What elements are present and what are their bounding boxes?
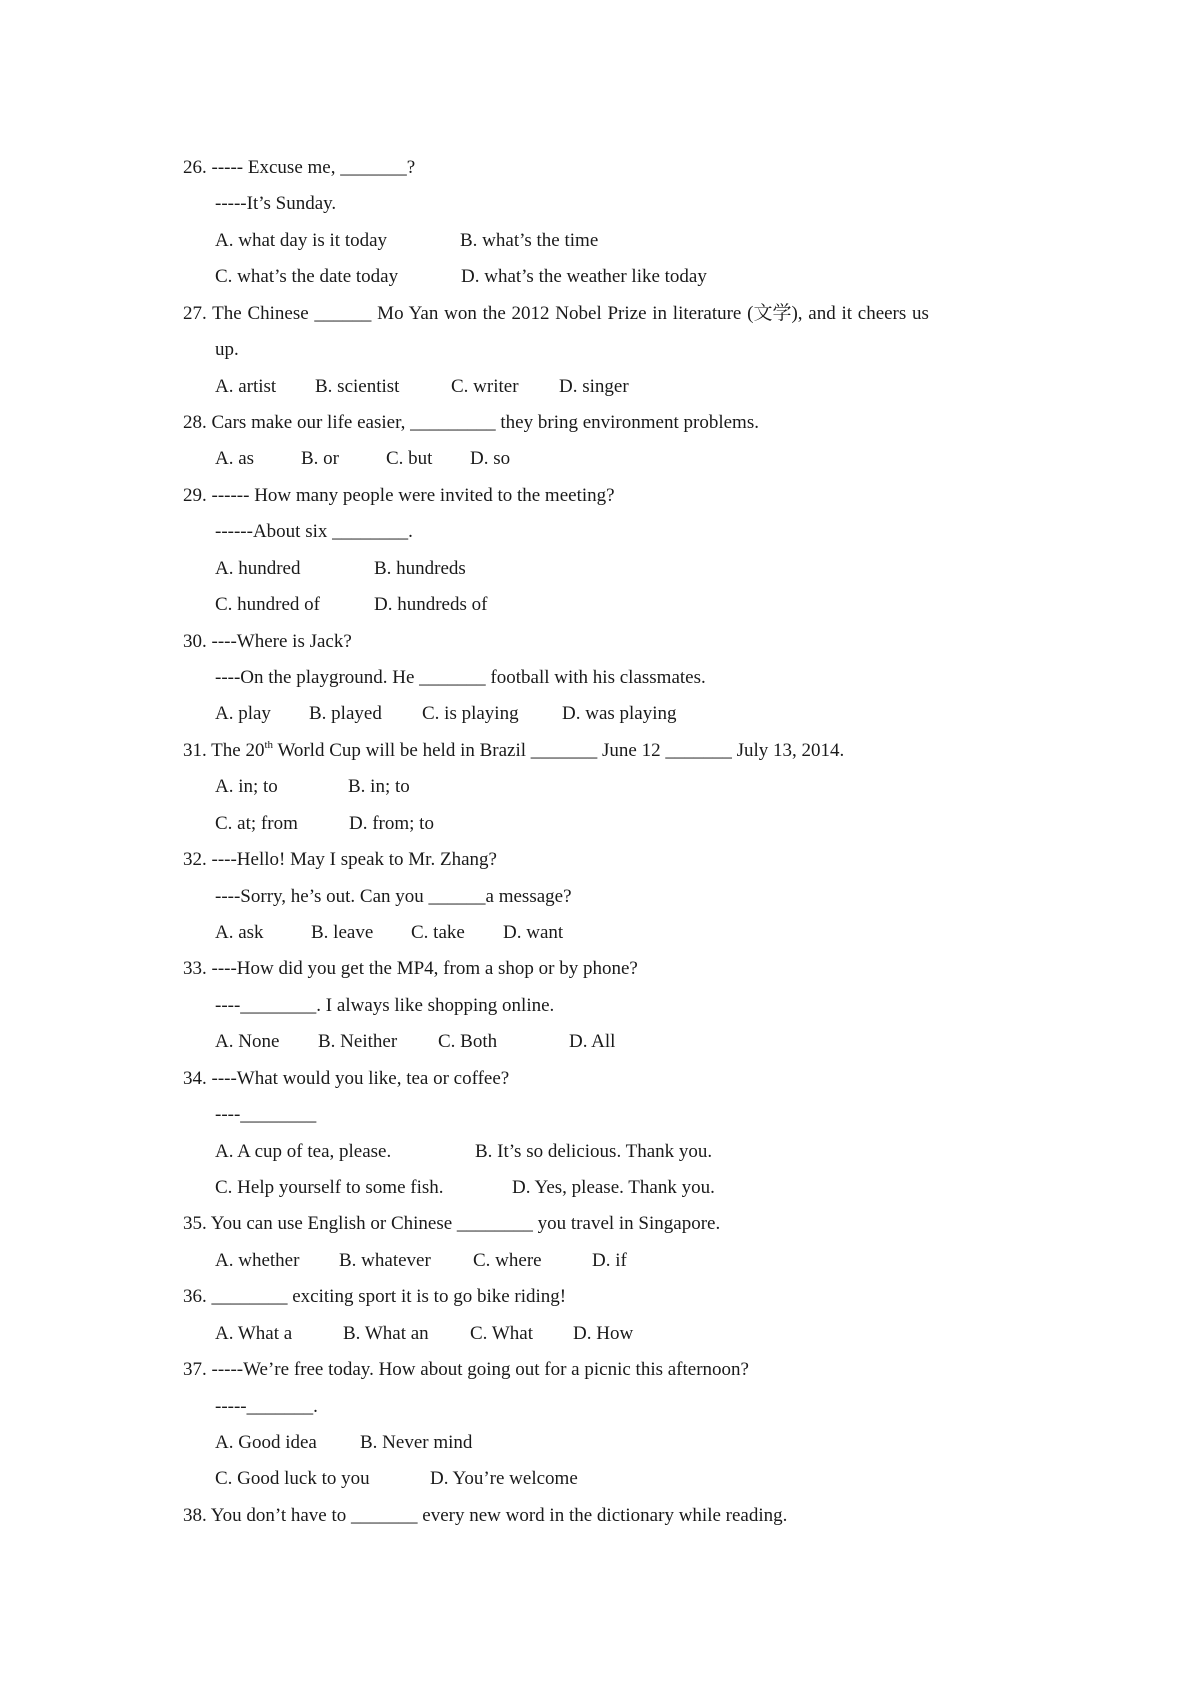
options-37-row1: A. Good idea B. Never mind	[215, 1432, 473, 1453]
options-29-row2: C. hundred of D. hundreds of	[215, 594, 488, 615]
options-26-row1: A. what day is it today B. what’s the time	[215, 230, 599, 251]
question-32: 32. ----Hello! May I speak to Mr. Zhang?	[183, 849, 497, 870]
question-36: 36. ________ exciting sport it is to go bike riding!	[183, 1286, 567, 1307]
reply-37: -----_______.	[215, 1396, 318, 1417]
reply-33: ----________. I always like shopping online.	[215, 995, 555, 1016]
options-29-row1: A. hundred B. hundreds	[215, 558, 466, 579]
options-31-row1: A. in; to B. in; to	[215, 776, 410, 797]
question-35: 35. You can use English or Chinese ________ you travel in Singapore.	[183, 1213, 721, 1234]
reply-29: ------About six ________.	[215, 521, 413, 542]
reply-32: ----Sorry, he’s out. Can you ______a message?	[215, 886, 572, 907]
question-29: 29. ------ How many people were invited to the meeting?	[183, 485, 615, 506]
options-36: A. What a B. What an C. What D. How	[215, 1323, 634, 1344]
question-27: 27. The Chinese ______ Mo Yan won the 2012 Nobel Prize in literature (文学), and it cheers us	[183, 303, 929, 324]
options-31-row2: C. at; from D. from; to	[215, 813, 434, 834]
options-37-row2: C. Good luck to you D. You’re welcome	[215, 1468, 578, 1489]
options-27: A. artist B. scientist C. writer D. singer	[215, 376, 629, 397]
options-32: A. ask B. leave C. take D. want	[215, 922, 564, 943]
question-30: 30. ----Where is Jack?	[183, 631, 352, 652]
question-28: 28. Cars make our life easier, _________ they bring environment problems.	[183, 412, 759, 433]
options-26-row2: C. what’s the date today D. what’s the weather like today	[215, 266, 707, 287]
question-27-cont: up.	[215, 339, 239, 360]
reply-30: ----On the playground. He _______ football with his classmates.	[215, 667, 706, 688]
options-34-row1: A. A cup of tea, please. B. It’s so delicious. Thank you.	[215, 1141, 713, 1162]
options-35: A. whether B. whatever C. where D. if	[215, 1250, 627, 1271]
question-31: 31. The 20th World Cup will be held in Brazil _______ June 12 _______ July 13, 2014.	[183, 739, 845, 761]
options-28: A. as B. or C. but D. so	[215, 448, 511, 469]
options-34-row2: C. Help yourself to some fish. D. Yes, please. Thank you.	[215, 1177, 715, 1198]
question-38: 38. You don’t have to _______ every new word in the dictionary while reading.	[183, 1505, 788, 1526]
question-34: 34. ----What would you like, tea or coffee?	[183, 1068, 510, 1089]
reply-34: ----________	[215, 1104, 317, 1125]
question-37: 37. -----We’re free today. How about going out for a picnic this afternoon?	[183, 1359, 749, 1380]
options-33: A. None B. Neither C. Both D. All	[215, 1031, 616, 1052]
reply-26: -----It’s Sunday.	[215, 193, 337, 214]
question-26: 26. ----- Excuse me, _______?	[183, 157, 416, 178]
question-33: 33. ----How did you get the MP4, from a shop or by phone?	[183, 958, 638, 979]
options-30: A. play B. played C. is playing D. was playing	[215, 703, 677, 724]
